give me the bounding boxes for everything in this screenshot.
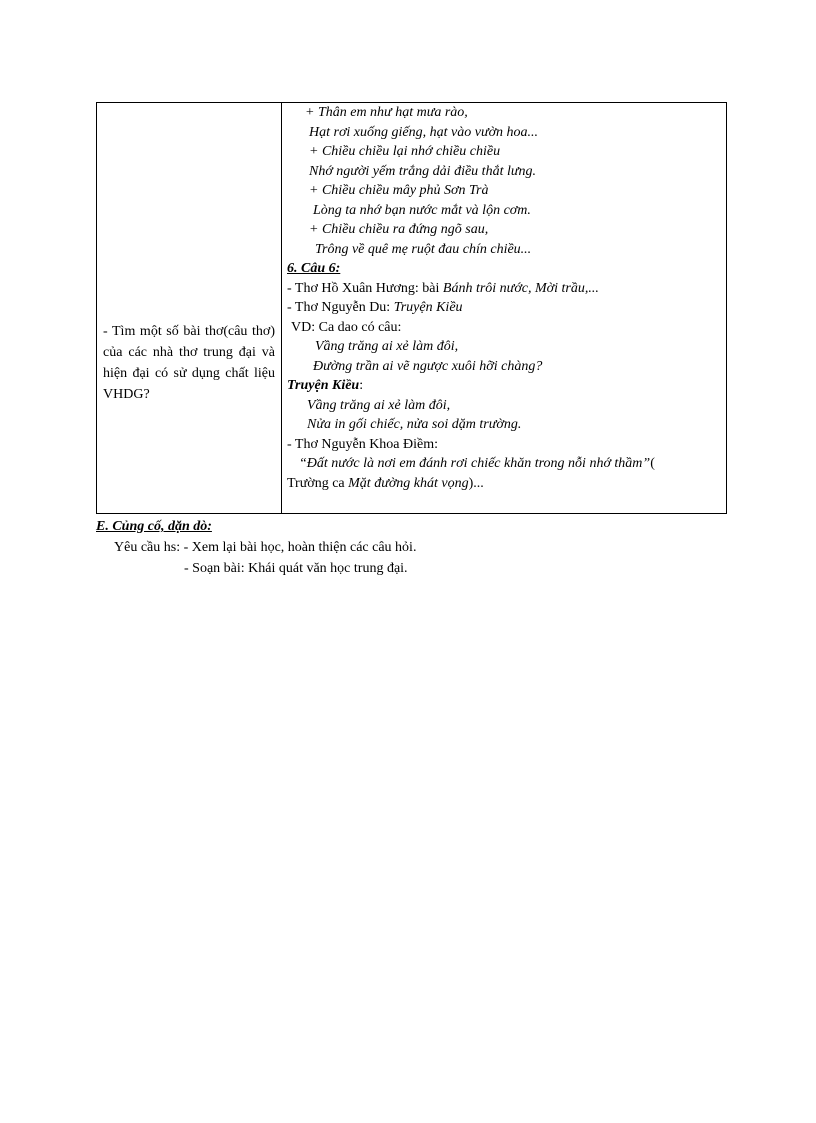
poem-line: + Chiều chiều mây phủ Sơn Trà bbox=[309, 183, 489, 198]
kieu-line: Vầng trăng ai xẻ làm đôi, bbox=[307, 397, 451, 413]
section-heading: 6. Câu 6: bbox=[287, 261, 341, 276]
truyen-kieu-heading: Truyện Kiều: bbox=[287, 378, 364, 393]
poem-line: Nhớ người yếm trắng dải điều thắt lưng. bbox=[309, 163, 536, 179]
column-divider bbox=[281, 103, 282, 513]
nkd-quote-line: “Đất nước là nơi em đánh rơi chiếc khăn trong nỗi nhớ thầm”( bbox=[299, 456, 655, 471]
footer-line: - Soạn bài: Khái quát văn học trung đại. bbox=[184, 561, 408, 576]
footer-line: Yêu cầu hs: - Xem lại bài học, hoàn thiện các câu hỏi. bbox=[114, 540, 417, 555]
ca-dao-line: Vầng trăng ai xẻ làm đôi, bbox=[315, 339, 459, 354]
poem-line: Hạt rơi xuống giếng, hạt vào vườn hoa... bbox=[309, 124, 539, 140]
poem-line: + Thân em như hạt mưa rào, bbox=[305, 105, 468, 120]
answer-cell bbox=[287, 103, 727, 493]
footer-section bbox=[96, 516, 727, 579]
kieu-line: Nửa in gối chiếc, nửa soi dặm trường. bbox=[307, 417, 522, 432]
poem-line: + Chiều chiều ra đứng ngõ sau, bbox=[309, 222, 489, 237]
lesson-table bbox=[96, 102, 727, 514]
poem-line: + Chiều chiều lại nhớ chiều chiều bbox=[309, 144, 501, 159]
poem-line: Lòng ta nhớ bạn nước mắt và lộn cơm. bbox=[313, 202, 531, 218]
nkd-source-line: Trường ca Mặt đường khát vọng)... bbox=[287, 475, 484, 491]
example-intro: VD: Ca dao có câu: bbox=[291, 319, 402, 335]
poem-line: Trông về quê mẹ ruột đau chín chiều... bbox=[315, 241, 532, 257]
nguyen-du-line: - Thơ Nguyễn Du: Truyện Kiều bbox=[287, 300, 463, 315]
ca-dao-line: Đường trần ai vẽ ngược xuôi hỡi chàng? bbox=[313, 358, 543, 374]
question-cell: - Tìm một số bài thơ(câu thơ) của các nhà thơ trung đại và hiện đại có sử dụng chất liệu VHDG? bbox=[103, 324, 275, 402]
nguyen-khoa-diem-line: - Thơ Nguyễn Khoa Điềm: bbox=[287, 436, 439, 452]
ho-xuan-huong-line: - Thơ Hồ Xuân Hương: bài Bánh trôi nước, Mời trầu,... bbox=[287, 280, 599, 296]
footer-heading: E. Củng cố, dặn dò: bbox=[96, 519, 212, 534]
